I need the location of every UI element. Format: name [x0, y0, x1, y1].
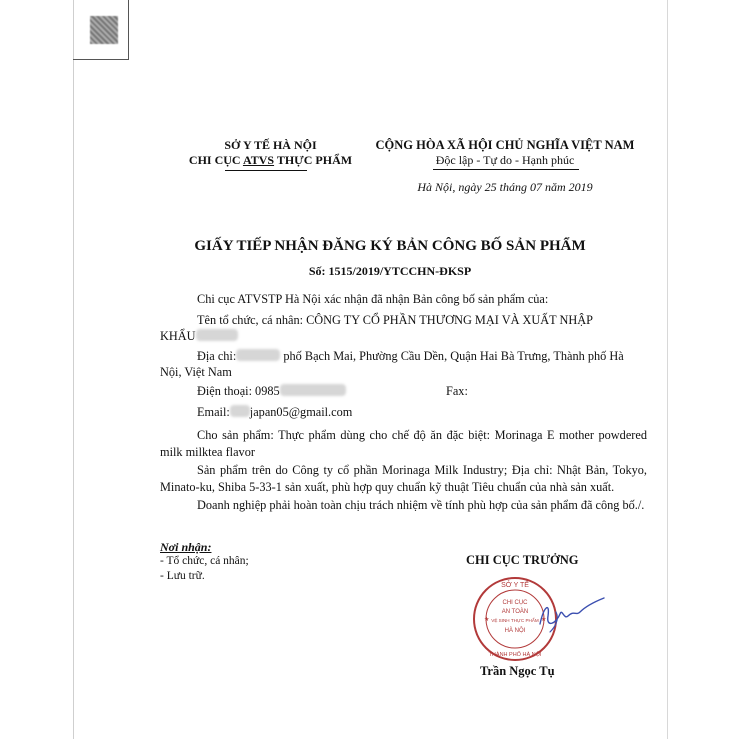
document-number: Số: 1515/2019/YTCCHN-ĐKSP — [308, 264, 472, 278]
qr-code-icon — [90, 16, 118, 44]
svg-text:SỞ Y TẾ: SỞ Y TẾ — [501, 582, 529, 589]
redacted-block — [280, 384, 346, 396]
redacted-block — [236, 349, 280, 361]
redacted-block — [196, 329, 238, 341]
signer-role: CHI CỤC TRƯỞNG — [466, 553, 579, 567]
intro-text: Chi cục ATVSTP Hà Nội xác nhận đã nhận Bản công bố sản phẩm của: — [197, 292, 549, 306]
address-text: phố Bạch Mai, Phường Cầu Dền, Quận Hai Bà Trưng, Thành phố Hà — [280, 349, 624, 363]
handwritten-signature-icon — [536, 594, 606, 634]
receiver-item: - Tổ chức, cá nhân; — [160, 555, 249, 567]
address-continued: Nội, Việt Nam — [160, 365, 232, 379]
agency-name — [168, 153, 373, 168]
organization-line: Tên tổ chức, cá nhân: CÔNG TY CỔ PHẦN THƯƠNG MẠI VÀ XUẤT NHẬP — [197, 313, 594, 327]
email-label: Email: — [197, 405, 230, 419]
svg-text:★: ★ — [541, 617, 547, 623]
email-text: japan05@gmail.com — [249, 405, 353, 419]
motto-underline — [433, 169, 579, 170]
agency-name-prefix: CHI CỤC — [188, 153, 243, 167]
agency-name-suffix: THỰC PHẨM — [274, 153, 353, 167]
email-line — [197, 405, 352, 420]
receivers-title: Nơi nhận: — [160, 540, 212, 554]
svg-text:HÀ NỘI: HÀ NỘI — [504, 628, 526, 634]
phone-line — [197, 384, 346, 399]
organization-continued-text: KHẨU — [160, 329, 196, 343]
svg-text:VỆ SINH THỰC PHẨM: VỆ SINH THỰC PHẨM — [491, 618, 539, 623]
national-title: CỘNG HÒA XÃ HỘI CHỦ NGHĨA VIỆT NAM — [375, 138, 635, 152]
signer-name: Trần Ngọc Tụ — [480, 664, 555, 678]
page-left-edge — [73, 0, 74, 739]
fax-label: Fax: — [446, 384, 468, 398]
phone-label: Điện thoại: 0985 — [197, 384, 280, 398]
svg-text:AN TOÀN: AN TOÀN — [501, 609, 529, 615]
svg-text:THÀNH PHỐ HÀ NỘI: THÀNH PHỐ HÀ NỘI — [488, 652, 542, 658]
svg-text:★: ★ — [484, 617, 490, 623]
product-paragraph: Cho sản phẩm: Thực phẩm dùng cho chế độ ăn đặc biệt: Morinaga E mother powdered milk milktea flavor — [160, 428, 647, 459]
address-line — [197, 349, 624, 364]
organization-continued — [160, 329, 238, 344]
agency-underline — [225, 170, 307, 171]
responsibility-paragraph: Doanh nghiệp phải hoàn toàn chịu trách nhiệm về tính phù hợp của sản phẩm đã công bố./. — [197, 498, 645, 512]
address-label: Địa chỉ: — [197, 349, 237, 363]
svg-text:CHI CỤC: CHI CỤC — [502, 600, 528, 606]
agency-name-underlined: ATVS — [242, 153, 275, 167]
page-right-edge — [667, 0, 668, 739]
redacted-block — [230, 405, 250, 417]
national-motto: Độc lập - Tự do - Hạnh phúc — [435, 153, 575, 167]
manufacturer-paragraph: Sản phẩm trên do Công ty cổ phần Morinaga Milk Industry; Địa chỉ: Nhật Bản, Tokyo, Minato-ku, Shiba 5-33-1 sản xuất, phù hợp quy chuẩn kỹ thuật Tiêu chuẩn của nhà sản xuất. — [160, 463, 647, 494]
agency-parent: SỞ Y TẾ HÀ NỘI — [224, 138, 317, 152]
issue-date: Hà Nội, ngày 25 tháng 07 năm 2019 — [417, 180, 593, 194]
receiver-item: - Lưu trữ. — [160, 570, 205, 582]
document-title: GIẤY TIẾP NHẬN ĐĂNG KÝ BẢN CÔNG BỐ SẢN PHẨM — [194, 238, 586, 254]
